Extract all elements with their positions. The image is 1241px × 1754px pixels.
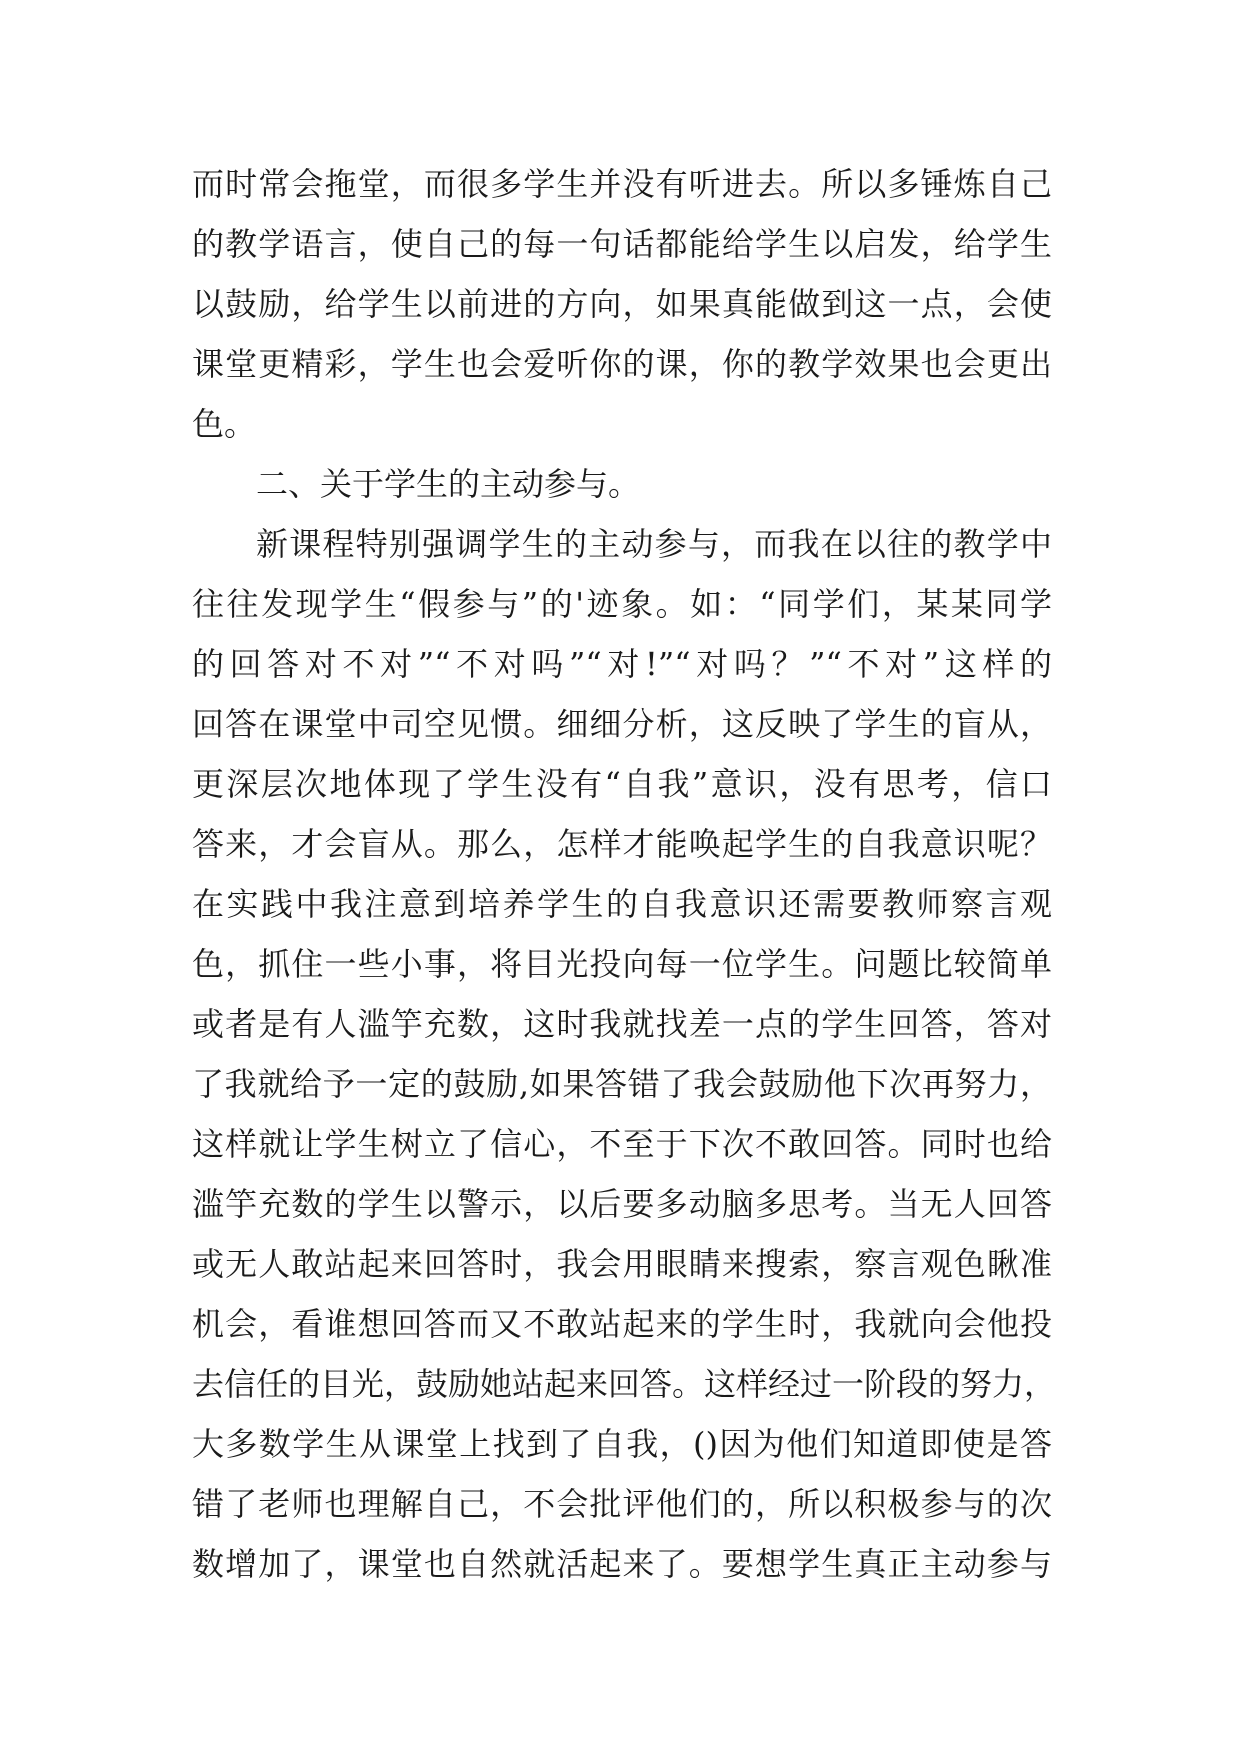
text-line: 回答在课堂中司空见惯。细细分析，这反映了学生的盲从， — [192, 705, 1052, 743]
text-line: 错了老师也理解自己，不会批评他们的，所以积极参与的次 — [192, 1485, 1052, 1523]
text-line: 色，抓住一些小事，将目光投向每一位学生。问题比较简单 — [192, 945, 1052, 983]
text-line: 的教学语言，使自己的每一句话都能给学生以启发，给学生 — [192, 225, 1052, 263]
body-text — [192, 154, 1057, 1594]
text-line: 数增加了，课堂也自然就活起来了。要想学生真正主动参与 — [192, 1545, 1052, 1583]
text-line: 往往发现学生“假参与”的'迹象。如：“同学们，某某同学 — [192, 585, 1052, 623]
text-line: 这样就让学生树立了信心，不至于下次不敢回答。同时也给 — [192, 1125, 1052, 1163]
text-line: 以鼓励，给学生以前进的方向，如果真能做到这一点，会使 — [192, 285, 1052, 323]
text-line: 答来，才会盲从。那么，怎样才能唤起学生的自我意识呢？ — [192, 825, 1052, 863]
text-line: 或无人敢站起来回答时，我会用眼睛来搜索，察言观色瞅准 — [192, 1245, 1052, 1283]
text-line: 在实践中我注意到培养学生的自我意识还需要教师察言观 — [192, 885, 1052, 923]
text-line: 而时常会拖堂，而很多学生并没有听进去。所以多锤炼自己 — [192, 165, 1052, 203]
text-line: 新课程特别强调学生的主动参与，而我在以往的教学中 — [256, 525, 1052, 563]
text-line: 滥竽充数的学生以警示，以后要多动脑多思考。当无人回答 — [192, 1185, 1052, 1223]
text-line: 更深层次地体现了学生没有“自我”意识，没有思考，信口 — [192, 765, 1052, 803]
text-line: 的回答对不对”“不对吗”“对!”“对吗？”“不对”这样的 — [192, 645, 1052, 683]
text-line: 二、关于学生的主动参与。 — [256, 465, 641, 503]
text-line: 去信任的目光，鼓励她站起来回答。这样经过一阶段的努力， — [192, 1365, 1057, 1403]
text-line: 大多数学生从课堂上找到了自我，()因为他们知道即使是答 — [192, 1425, 1052, 1463]
text-line: 机会，看谁想回答而又不敢站起来的学生时，我就向会他投 — [192, 1305, 1052, 1343]
text-line: 了我就给予一定的鼓励,如果答错了我会鼓励他下次再努力， — [192, 1065, 1052, 1103]
text-line: 色。 — [192, 405, 257, 443]
text-line: 课堂更精彩，学生也会爱听你的课，你的教学效果也会更出 — [192, 345, 1052, 383]
text-line: 或者是有人滥竽充数，这时我就找差一点的学生回答，答对 — [192, 1005, 1052, 1043]
